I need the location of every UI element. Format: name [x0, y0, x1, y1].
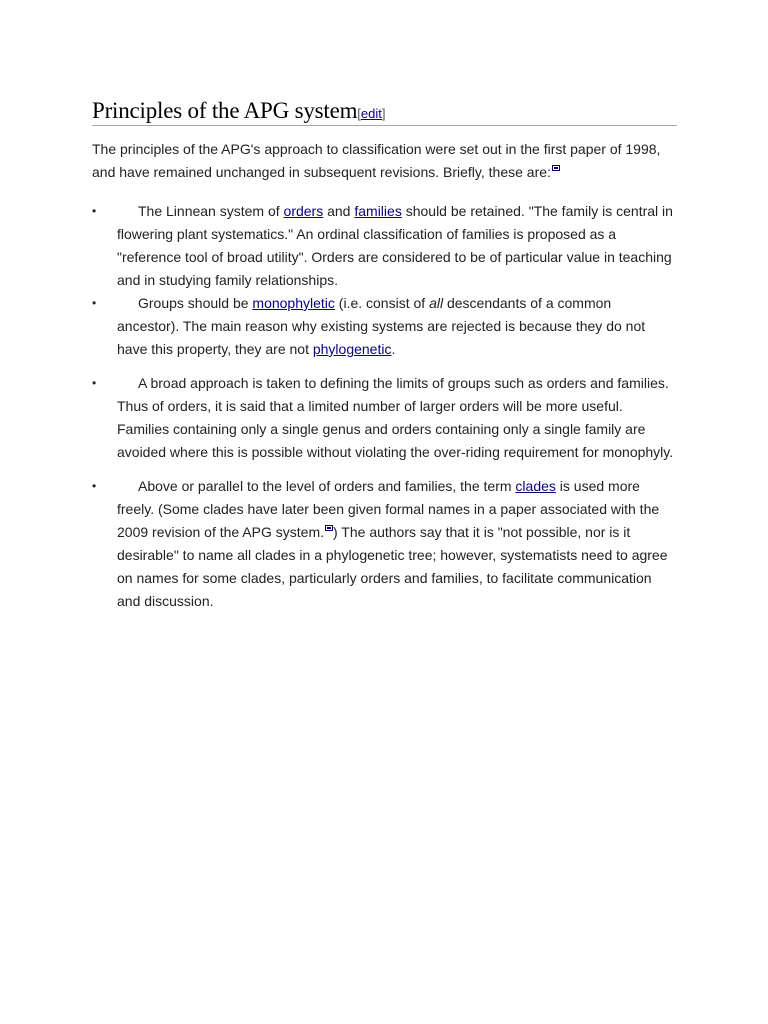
list-item [92, 475, 677, 613]
external-reference-icon[interactable] [552, 165, 560, 171]
link-families[interactable]: families [354, 203, 402, 219]
list-item-text: descendants of a common ancestor). The main reason why existing systems are rejected is because they do not have this property, they are not [117, 295, 646, 357]
section-header [92, 98, 677, 126]
list-item-text: is used more freely. (Some clades have later been given formal names in a paper associated with the 2009 revision of the APG system. [117, 478, 660, 540]
bullet: • [92, 376, 97, 390]
section-heading: Principles of the APG system [92, 98, 358, 123]
list-item-text: (i.e. consist of [334, 295, 430, 311]
external-reference-icon[interactable] [325, 525, 333, 531]
bullet: • [92, 204, 97, 218]
intro-text: The principles of the APG's approach to classification were set out in the first paper of 1998, and have remained unchanged in subsequent revisions. Briefly, these are: [92, 141, 661, 180]
list-item-text: A broad approach is taken to defining the limits of groups such as orders and families. Thus of orders, it is said that a limited number of larger orders will be more useful. Families containing only a single genus and orders containing only a single family are avoided where this is possible without violating the over-riding requirement for monophyly. [117, 375, 674, 460]
intro-paragraph [92, 138, 677, 184]
list-item-text: should be retained. "The family is central in flowering plant systematics." An ordinal classification of families is proposed as a "reference tool of broad utility". Orders are considered to be of particular value in teaching and in studying family relationships. [117, 203, 673, 288]
edit-section-link[interactable]: edit [360, 106, 382, 121]
list-item-text: Groups should be [138, 295, 253, 311]
link-phylogenetic[interactable]: phylogenetic [312, 341, 392, 357]
emphasis-text: all [429, 295, 444, 311]
list-item-text: ) The authors say that it is "not possible, nor is it desirable" to name all clades in a phylogenetic tree; however, systematists need to agree on names for some clades, particularly orders and families, to facilitate communication and discussion. [117, 524, 668, 609]
list-item [92, 372, 677, 464]
list-item-text: Above or parallel to the level of orders and families, the term [138, 478, 516, 494]
list-item-text: . [391, 341, 396, 357]
article-section [92, 98, 677, 613]
edit-section-link-wrapper [357, 106, 385, 121]
list-item [92, 200, 677, 292]
principles-list [92, 200, 677, 613]
bullet: • [92, 479, 97, 493]
list-item-text: and [323, 203, 355, 219]
link-clades[interactable]: clades [515, 478, 556, 494]
list-item-text: The Linnean system of [138, 203, 284, 219]
link-monophyletic[interactable]: monophyletic [252, 295, 335, 311]
edit-bracket-open: [ [357, 106, 361, 121]
list-item [92, 292, 677, 361]
link-orders[interactable]: orders [283, 203, 324, 219]
bullet: • [92, 296, 97, 310]
edit-bracket-close: ] [381, 106, 386, 121]
